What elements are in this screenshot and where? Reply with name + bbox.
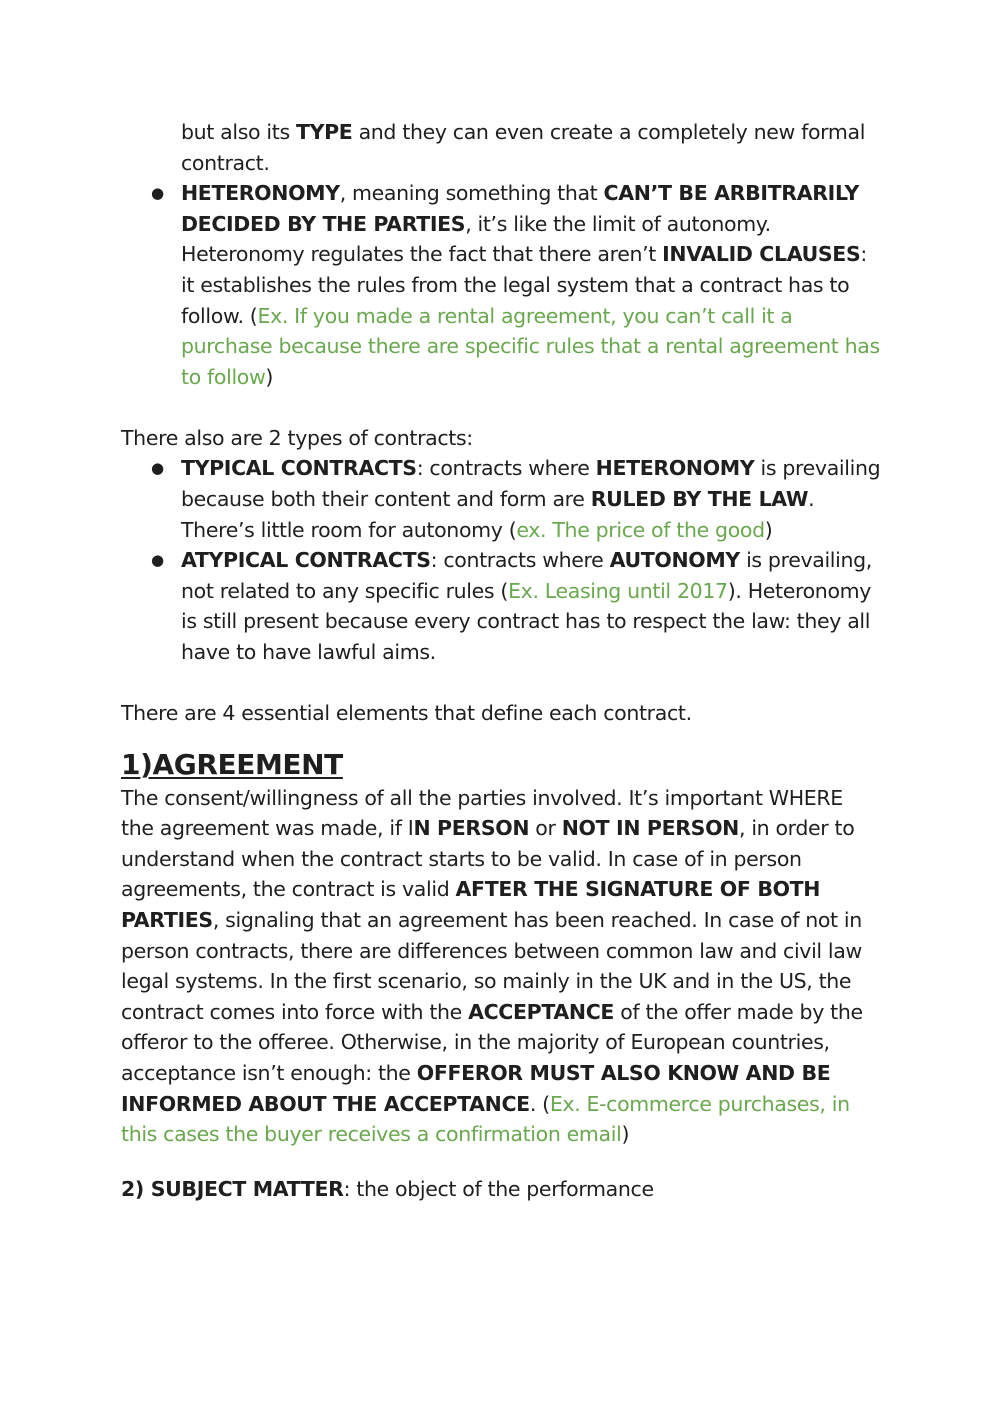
example-text-run: ex. The price of the good [516,517,765,542]
autonomy-list [121,117,881,392]
bold-text-run: AUTONOMY [609,548,740,573]
text-run: : contracts where [416,456,596,481]
text-run: The consent/willingness of all the parties involved. It’s important WHERE the agreement was made, if I [121,785,843,841]
text-run: : contracts where [430,548,610,573]
agreement-heading: 1)AGREEMENT [121,747,343,781]
list-item-typical-contracts [181,453,881,545]
spacer [121,1150,881,1174]
text-run: but also its [181,120,296,144]
text-run: . ( [529,1091,550,1116]
bold-text-run: N PERSON [413,816,530,841]
bold-text-run: OFFEROR MUST ALSO KNOW AND BE INFORMED ABOUT THE ACCEPTANCE [121,1061,831,1116]
bold-text-run: AFTER THE SIGNATURE OF BOTH PARTIES [121,877,821,933]
text-run: or [529,816,562,841]
list-item-type-continuation [181,117,881,178]
bold-text-run: RULED BY THE LAW [590,487,809,512]
spacer [121,668,881,699]
types-intro: There also are 2 types of contracts: [121,425,473,450]
text-run: is prevailing, not related to any specific rules ( [181,548,872,603]
paragraph-heteronomy [181,178,881,392]
paragraph-type-continuation [181,117,881,178]
text-run: and they can even create a completely new formal contract. [181,120,866,175]
agreement-body [121,783,881,1150]
spacer [121,392,881,423]
paragraph-typical-contracts [181,453,881,545]
example-text-run: Ex. Leasing until 2017 [508,578,728,603]
text-run: ) [265,364,274,389]
text-run: : the object of the performance [343,1176,654,1201]
text-run: , meaning something that [339,181,604,206]
list-item-heteronomy [181,178,881,392]
text-run: : it establishes the rules from the legal system that a contract has to follow. ( [181,242,867,328]
bold-text-run: ACCEPTANCE [468,999,615,1024]
bold-text-run: CAN’T BE ARBITRARILY DECIDED BY THE PARTIES [181,181,859,236]
text-run: ). Heteronomy is still present because every contract has to respect the law: they all have to have lawful aims. [181,578,872,664]
text-run: , it’s like the limit of autonomy. Heteronomy regulates the fact that there aren’t [181,211,771,267]
contract-types-list [121,453,881,667]
bold-text-run: TYPICAL CONTRACTS [181,456,417,481]
bold-text-run: INVALID CLAUSES [662,242,861,267]
text-run: ) [764,517,773,542]
list-item-atypical-contracts [181,545,881,667]
example-text-run: Ex. If you made a rental agreement, you can’t call it a purchase because there are specific rules that a rental agreement has to follow [181,303,880,389]
bold-text-run: HETERONOMY [181,181,340,206]
paragraph-atypical-contracts [181,545,881,667]
text-run: . There’s little room for autonomy ( [181,487,815,542]
text-run: , in order to understand when the contract starts to be valid. In case of in person agreements, the contract is valid [121,816,855,902]
text-run: of the offer made by the offeror to the offeree. Otherwise, in the majority of European countries, acceptance isn’t enough: the [121,999,863,1086]
spacer [121,729,881,747]
text-run: ) [621,1122,630,1147]
example-text-run: Ex. E-commerce purchases, in this cases the buyer receives a confirmation email [121,1091,850,1147]
text-run: , signaling that an agreement has been reached. In case of not in person contracts, there are differences between common law and civil law legal systems. In the first scenario, so mainly in the UK and in the US, the contract comes into force with the [121,908,862,1024]
document-page [121,117,881,1204]
bold-text-run: HETERONOMY [595,456,755,481]
bold-text-run: ATYPICAL CONTRACTS [181,548,431,573]
bold-text-run: 2) SUBJECT MATTER [121,1176,344,1201]
bold-text-run: NOT IN PERSON [561,816,739,841]
elements-intro: There are 4 essential elements that define each contract. [121,701,692,726]
subject-matter-paragraph [121,1174,881,1205]
text-run: is prevailing because both their content and form are [181,456,881,512]
bold-text-run: TYPE [295,120,353,144]
